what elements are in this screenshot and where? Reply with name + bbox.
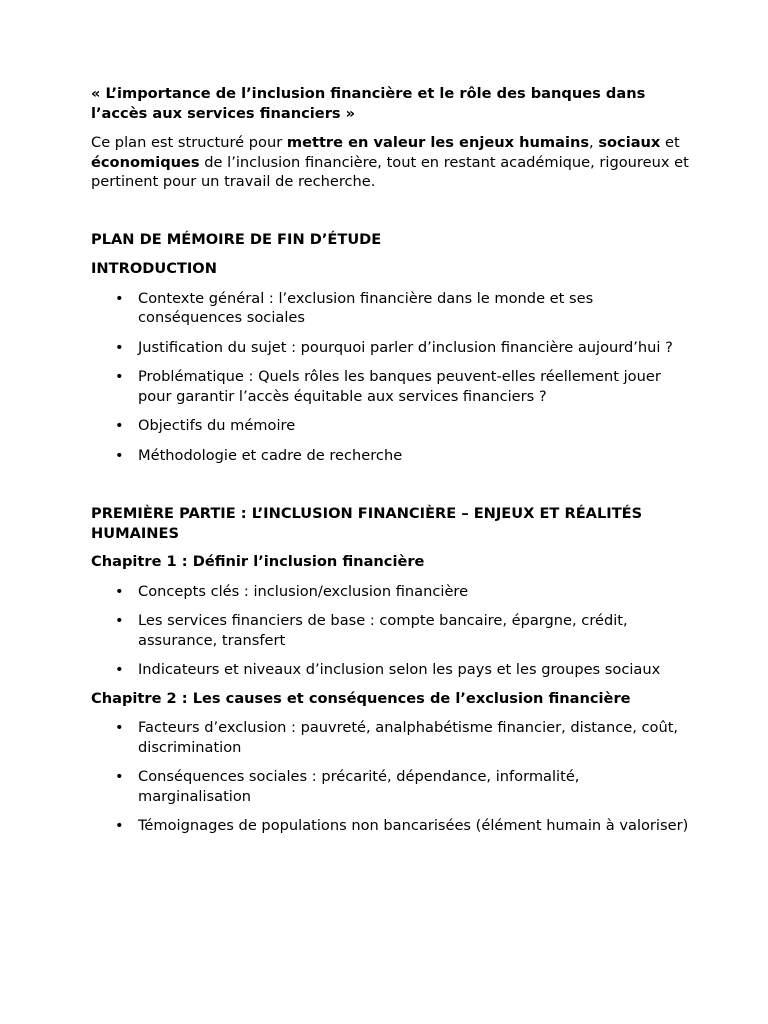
- list-item: [91, 718, 691, 757]
- list-item: [91, 416, 691, 436]
- list-item-text: Justification du sujet : pourquoi parler d’inclusion financière aujourd’hui ?: [138, 338, 673, 356]
- intro-bold-1: mettre en valeur les enjeux humains: [286, 134, 590, 151]
- bullet-icon: •: [115, 289, 124, 307]
- chapter-one-title: Chapitre 1 : Définir l’inclusion financière: [91, 553, 425, 570]
- bullet-icon: •: [115, 719, 124, 736]
- bullet-icon: •: [115, 417, 124, 434]
- intro-text-1: Ce plan est structuré pour: [91, 134, 287, 151]
- list-item: [91, 367, 691, 406]
- bullet-icon: •: [115, 612, 124, 629]
- list-item-text: Contexte général : l’exclusion financière dans le monde et ses conséquences sociales: [138, 289, 594, 326]
- chapter-two-title: Chapitre 2 : Les causes et conséquences de l’exclusion financière: [91, 689, 631, 707]
- chapter-two-list: [91, 718, 691, 836]
- intro-bold-2: sociaux: [598, 134, 661, 151]
- introduction-list: [91, 289, 691, 466]
- list-item: [91, 816, 691, 836]
- bullet-icon: •: [115, 768, 124, 785]
- introduction-heading-text: INTRODUCTION: [91, 260, 217, 277]
- list-item-text: Facteurs d’exclusion : pauvreté, analphabétisme financier, distance, coût, discrimination: [138, 719, 679, 756]
- list-item-text: Indicateurs et niveaux d’inclusion selon les pays et les groupes sociaux: [138, 661, 661, 678]
- bullet-icon: •: [115, 817, 124, 834]
- list-item-text: Objectifs du mémoire: [138, 417, 296, 434]
- bullet-icon: •: [115, 338, 124, 356]
- intro-paragraph: [91, 133, 691, 192]
- chapter-one-list: [91, 582, 691, 680]
- list-item-text: Les services financiers de base : compte bancaire, épargne, crédit, assurance, transfert: [138, 612, 628, 649]
- introduction-heading: [91, 259, 691, 279]
- bullet-icon: •: [115, 661, 124, 678]
- intro-text-4: de l’inclusion financière, tout en restant académique, rigoureux et pertinent pour un travail de recherche.: [91, 153, 689, 190]
- list-item-text: Témoignages de populations non bancarisées (élément humain à valoriser): [138, 817, 689, 834]
- list-item-text: Concepts clés : inclusion/exclusion financière: [138, 582, 469, 600]
- list-item-text: Méthodologie et cadre de recherche: [138, 446, 403, 464]
- part-one-title: PREMIÈRE PARTIE : L’INCLUSION FINANCIÈRE – ENJEUX ET RÉALITÉS HUMAINES: [91, 505, 643, 542]
- list-item: [91, 767, 691, 806]
- document-page: [91, 84, 691, 846]
- list-item: [91, 582, 691, 602]
- bullet-icon: •: [115, 446, 124, 464]
- intro-text-2: ,: [589, 134, 599, 151]
- document-title: « L’importance de l’inclusion financière et le rôle des banques dans l’accès aux services financiers »: [91, 85, 646, 122]
- bullet-icon: •: [115, 582, 124, 600]
- list-item: [91, 446, 691, 466]
- list-item-text: Problématique : Quels rôles les banques peuvent-elles réellement jouer pour garantir l’accès équitable aux services financiers ?: [138, 368, 661, 405]
- bullet-icon: •: [115, 368, 124, 385]
- intro-bold-3: économiques: [91, 153, 200, 171]
- intro-text-3: et: [660, 134, 680, 151]
- list-item: [91, 660, 691, 680]
- plan-title: PLAN DE MÉMOIRE DE FIN D’ÉTUDE: [91, 230, 382, 248]
- list-item: [91, 289, 691, 328]
- list-item-text: Conséquences sociales : précarité, dépendance, informalité, marginalisation: [138, 768, 580, 805]
- list-item: [91, 338, 691, 358]
- list-item: [91, 611, 691, 650]
